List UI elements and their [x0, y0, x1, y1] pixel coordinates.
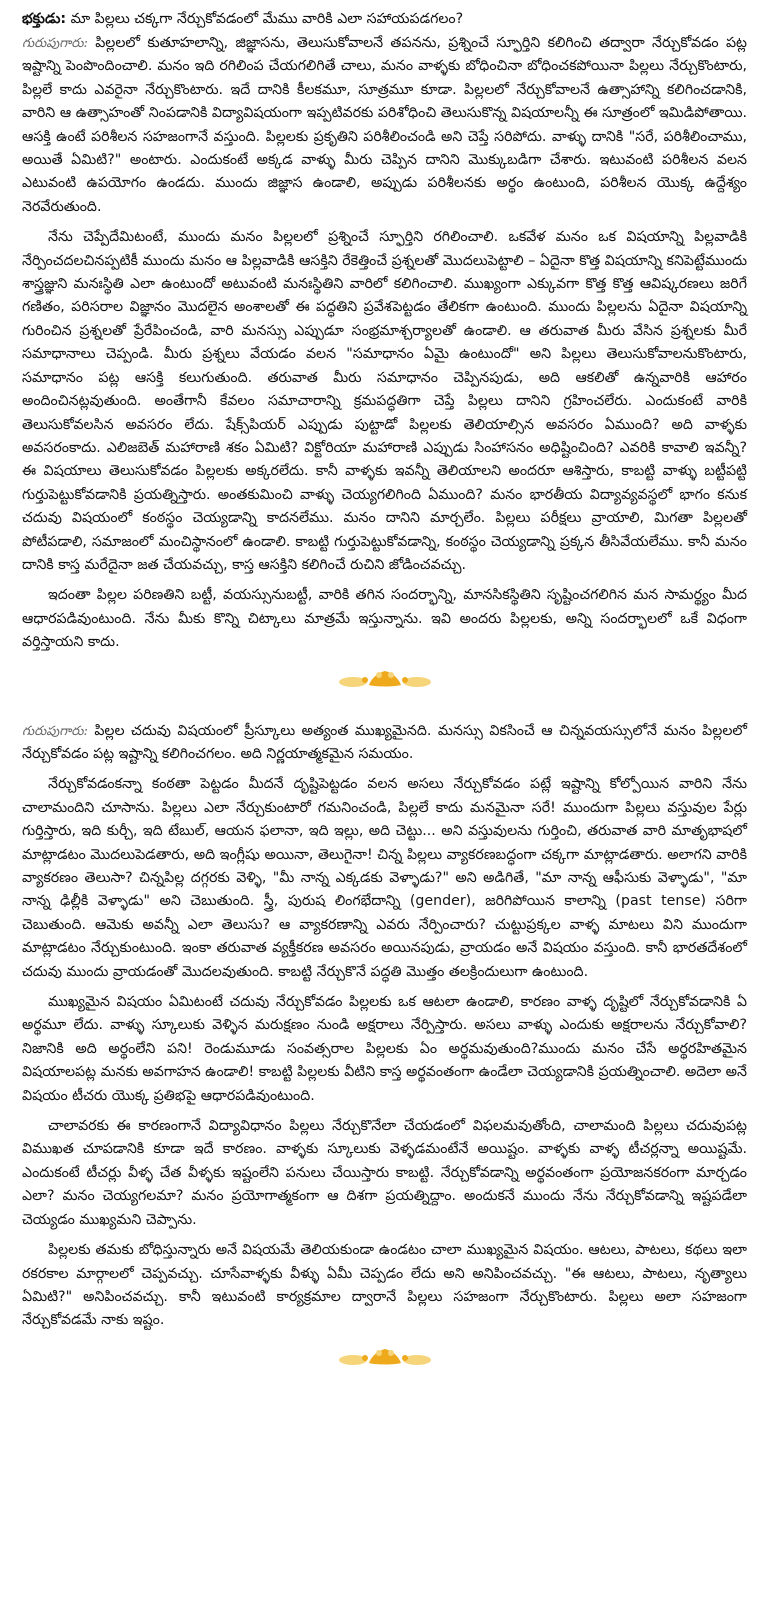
paragraph-text: పిల్లలలో కుతూహలాన్ని, జిజ్ఞాసను, తెలుసుకోవాలనే తపనను, ప్రశ్నించే స్ఫూర్తిని కలిగించి తద్వారా నేర్చుకోవడం పట్ల ఇష్టాన్ని పెంపొందించాలి. మనం ఇది రగిలింప చేయగలిగితే చాలు, మనం వాళ్ళకు బోధించినా బోధించకపోయినా పిల్లలు నేర్చుకొంటారు, పిల్లలే కాదు ఎవరైనా నేర్చుకొంటారు. ఇదే దానికి కీలకమూ, సూత్రమూ కూడా. పిల్లలలో నేర్చుకోవాలనే ఉత్సాహాన్ని కలిగించడానికి, వారిని ఆ ఉత్సాహంతో నింపడానికి విద్యావిషయంగా ఇప్పటివరకు పరిశోధించి తెలుసుకొన్న విషయాలన్నీ ఈ సూత్రంలో ఇమిడిపోతాయి. ఆసక్తి ఉంటే పరిశీలన సహజంగానే వస్తుంది. పిల్లలకు ప్రకృతిని పరిశీలించండి అని చెప్తే సరిపోదు. వాళ్ళు దానికి "సరే, పరిశీలించాము, అయితే ఏమిటి?" అంటారు. ఎందుకంటే అక్కడ వాళ్ళు మీరు చెప్పిన దానిని మొక్కుబడిగా చేశారు. ఇటువంటి పరిశీలన వలన ఎటువంటి ఉపయోగం ఉండదు. ముందు జిజ్ఞాస ఉండాలి, అప్పుడు పరిశీలనకు అర్థం ఉంటుంది, పరిశీలన యొక్క ఉద్దేశ్యం నెరవేరుతుంది. [22, 35, 747, 215]
paragraph: ఇదంతా పిల్లల పరిణతిని బట్టీ, వయస్సునుబట్టీ, వారికి తగిన సందర్భాన్ని, మానసికస్థితిని సృష్టించగలిగిన మన సామర్థ్యం మీద ఆధారపడివుంటుంది. నేను మీకు కొన్ని చిట్కాలు మాత్రమే ఇస్తున్నాను. ఇవి అందరు పిల్లలకు, అన్ని సందర్భాలలో ఒకే విధంగా వర్తిస్తాయని కాదు. [22, 587, 747, 651]
paragraph: పిల్లలకు తమకు బోధిస్తున్నారు అనే విషయమే తెలియకుండా ఉండటం చాలా ముఖ్యమైన విషయం. ఆటలు, పాటలు, కథలు ఇలా రకరకాల మార్గాలలో చెప్పవచ్చు. చూసేవాళ్ళకు వీళ్ళు ఏమీ చెప్పడం లేదు అని అనిపించవచ్చు. "ఈ ఆటలు, పాటలు, నృత్యాలు ఏమిటి?" అనిపించవచ్చు. కానీ ఇటువంటి కార్యక్రమాల ద్వారానే పిల్లలు సహజంగా నేర్చుకొంటారు. పిల్లలు అలా సహజంగా నేర్చుకోవడమే నాకు ఇష్టం. [22, 1242, 747, 1329]
paragraph: నేను చెప్పేదేమిటంటే, ముందు మనం పిల్లలలో ప్రశ్నించే స్ఫూర్తిని రగిలించాలి. ఒకవేళ మనం ఒక విషయాన్ని పిల్లవాడికి నేర్పించదలచినప్పటికీ ముందు మనం ఆ పిల్లవాడికి ఆసక్తిని రేకెత్తించే ప్రశ్నలతో మొదలుపెట్టాలి – ఏదైనా కొత్త విషయాన్ని కనిపెట్టేముందు శాస్త్రజ్ఞుని మనఃస్థితి ఎలా ఉంటుందో అటువంటి మనఃస్థితిని వారిలో కలిగించాలి. ముఖ్యంగా ఎక్కువగా కొత్త కొత్త ఆవిష్కరణలు జరిగే గణితం, పరిసరాల విజ్ఞానం మొదలైన అంశాలతో ఈ పద్ధతిని ప్రవేశపెట్టడం తేలికగా ఉంటుంది. ముందు పిల్లలను ఏదైనా విషయాన్ని గురించిన ప్రశ్నలతో ప్రేరేపించండి, వారి మనస్సు ఎప్పుడూ సంభ్రమాశ్చర్యాలతో ఉండాలి. ఆ తరువాత మీరు వేసిన ప్రశ్నలకు మీరే సమాధానాలు చెప్పండి. మీరు ప్రశ్నలు వేయడం వలన "సమాధానం ఏమై ఉంటుందో" అని పిల్లలు తెలుసుకోవాలనుకొంటారు, సమాధానం పట్ల ఆసక్తి కలుగుతుంది. తరువాత మీరు సమాధానం చెప్పినపుడు, అది ఆకలితో ఉన్నవారికి ఆహారం అందించినట్లవుతుంది. అంతేగానీ కేవలం సమాచారాన్ని క్రమపద్ధతిగా చెప్తే పిల్లలు దానిని గ్రహించలేరు. ఎందుకంటే వారికి తెలుసుకోవలసిన అవసరం లేదు. షేక్స్‌పియర్ ఎప్పుడు పుట్టాడో పిల్లలకు తెలియాల్సిన అవసరం ఏముంది? అది వాళ్ళకు అవసరంకాదు. ఎలిజబెత్ మహారాణి శకం ఏమిటి? విక్టోరియా మహారాణి ఎప్పుడు సింహాసనం అధిష్టించింది? ఎవరికి కావాలి ఇవన్నీ? ఈ విషయాలు తెలుసుకోవడం పిల్లలకు అక్కరలేదు. కానీ వాళ్ళకు ఇవన్నీ తెలియాలని అందరూ ఆశిస్తారు, కాబట్టి వాళ్ళు బట్టీపట్టి గుర్తుపెట్టుకోవడానికి ప్రయత్నిస్తారు. అంతకుమించి వాళ్ళు చెయ్యగలిగింది ఏముంది? మనం భారతీయ విద్యావ్యవస్థలో భాగం కనుక చదువు విషయంలో కంఠస్థం చెయ్యడాన్ని కాదనలేము. మనం దానిని మార్చలేం. పిల్లలు పరీక్షలు వ్రాయాలి, మిగతా పిల్లలతో పోటీపడాలి, సమాజంలో మంచిస్థానంలో ఉండాలి. కాబట్టి గుర్తుపెట్టుకోవడాన్ని, కంఠస్థం చెయ్యడాన్ని ప్రక్కన తీసివేయలేము. కానీ మనం దానికి కాస్త మరేదైనా జత చేయవచ్చు, కాస్త ఆసక్తిని కలిగించే రుచిని జోడించవచ్చు. [22, 229, 747, 573]
paragraph [22, 32, 747, 219]
speaker-label: గురుపుగారు: [22, 723, 88, 739]
ornament-divider [22, 1340, 747, 1372]
flower-ornament-icon [335, 663, 435, 693]
answer-section-2 [22, 720, 747, 1333]
paragraph: ముఖ్యమైన విషయం ఏమిటంటే చదువు నేర్చుకోవడం పిల్లలకు ఒక ఆటలా ఉండాలి, కారణం వాళ్ళ దృష్టిలో నేర్చుకోవడానికి ఏ అర్థమూ లేదు. వాళ్ళు స్కూలుకు వెళ్ళిన మరుక్షణం నుండి అక్షరాలు నేర్పిస్తారు. అసలు వాళ్ళు ఎందుకు అక్షరాలను నేర్చుకోవాలి? నిజానికి అది అర్థంలేని పని! రెండుమూడు సంవత్సరాల పిల్లలకు ఏం అర్థమవుతుంది?ముందు మనం చేసే అర్థరహితమైన విషయాలపట్ల మనకు అవగాహన ఉండాలి! కాబట్టి పిల్లలకు వీటిని కాస్త అర్థవంతంగా ఉండేలా చెయ్యడానికి ప్రయత్నించాలి. అదెలా అనే విషయం టీచరు యొక్క ప్రతిభపై ఆధారపడివుంటుంది. [22, 994, 747, 1104]
paragraph [22, 720, 747, 767]
answer-section-1 [22, 32, 747, 655]
question-label: భక్తుడు: [22, 11, 67, 27]
paragraph: చాలావరకు ఈ కారణంగానే విద్యావిధానం పిల్లలు నేర్చుకొనేలా చేయడంలో విఫలమవుతోంది, చాలామంది పిల్లలు చదువుపట్ల విముఖత చూపడానికి కూడా ఇదే కారణం. వాళ్ళకు స్కూలుకు వెళ్ళడమంటేనే అయిష్టం. వాళ్ళకు వాళ్ళ టీచర్లన్నా అయిష్టమే. ఎందుకంటే టీచర్లు వీళ్ళ చేత వీళ్ళకు ఇష్టంలేని పనులు చేయిస్తారు కాబట్టి. నేర్చుకోవడాన్ని అర్థవంతంగా ప్రయోజనకరంగా మార్చడం ఎలా? మనం చెయ్యగలమా? మనం ప్రయోగాత్మకంగా ఆ దిశగా ప్రయత్నిద్దాం. అందుకనే ముందు నేను నేర్చుకోవడాన్ని ఇష్టపడేలా చెయ్యడం ముఖ్యమని చెప్పాను. [22, 1118, 747, 1228]
question-text: మా పిల్లలు చక్కగా నేర్చుకోవడంలో మేము వారికి ఎలా సహాయపడగలం? [70, 11, 464, 27]
paragraph: నేర్చుకోవడంకన్నా కంఠతా పెట్టడం మీదనే దృష్టిపెట్టడం వలన అసలు నేర్చుకోవడం పట్లే ఇష్టాన్ని కోల్పోయిన వారిని నేను చాలామందిని చూసాను. పిల్లలు ఎలా నేర్చుకుంటారో గమనించండి, పిల్లలే కాదు మనమైనా సరే! ముందుగా పిల్లలు వస్తువుల పేర్లు గుర్తిస్తారు, ఇది కుర్చీ, ఇది టేబుల్, ఆయన ఫలానా, ఇది ఇల్లు, అది చెట్టు... అని వస్తువులను గుర్తించి, తరువాత వారి మాతృభాషలో మాట్లాడటం మొదలుపెడతారు, అది ఇంగ్లీషు అయినా, తెలుగైనా! చిన్న పిల్లలు వ్యాకరణబద్ధంగా చక్కగా మాట్లాడతారు. అలాగని వారికి వ్యాకరణం తెలుసా? చిన్నపిల్ల దగ్గరకు వెళ్ళి, "మీ నాన్న ఎక్కడకు వెళ్ళాడు?" అని అడిగితే, "మా నాన్న ఆఫీసుకు వెళ్ళాడు", "మా నాన్న ఢిల్లీకి వెళ్ళాడు" అని చెబుతుంది. స్త్రీ, పురుష లింగభేదాన్ని (gender), జరిగిపోయిన కాలాన్ని (past tense) సరిగా చెబుతుంది. ఆమెకు అవన్నీ ఎలా తెలుసు? ఆ వ్యాకరణాన్ని ఎవరు నేర్పించారు? చుట్టుప్రక్కల వాళ్ళ మాటలు విని ముందుగా మాట్లాడటం నేర్చుకుంటుంది. ఇంకా తరువాత వ్యక్తీకరణ అవసరం అయినపుడు, వ్రాయడం అనే విషయం వస్తుంది. కానీ భారతదేశంలో చదువు ముందు వ్రాయడంతో మొదలవుతుంది. కాబట్టి నేర్చుకొనే పద్ధతి మొత్తం తలక్రిందులుగా ఉంటుంది. [22, 776, 747, 980]
ornament-divider [22, 662, 747, 694]
question [22, 8, 747, 31]
paragraph-text: పిల్లల చదువు విషయంలో ప్రీస్కూలు అత్యంత ముఖ్యమైనది. మనస్సు వికసించే ఆ చిన్నవయస్సులోనే మనం పిల్లలలో నేర్చుకోవడం పట్ల ఇష్టాన్ని కలిగించగలం. అది నిర్ణయాత్మకమైన సమయం. [22, 722, 747, 762]
speaker-label: గురుపుగారు: [22, 36, 88, 51]
flower-ornament-icon [335, 1341, 435, 1371]
